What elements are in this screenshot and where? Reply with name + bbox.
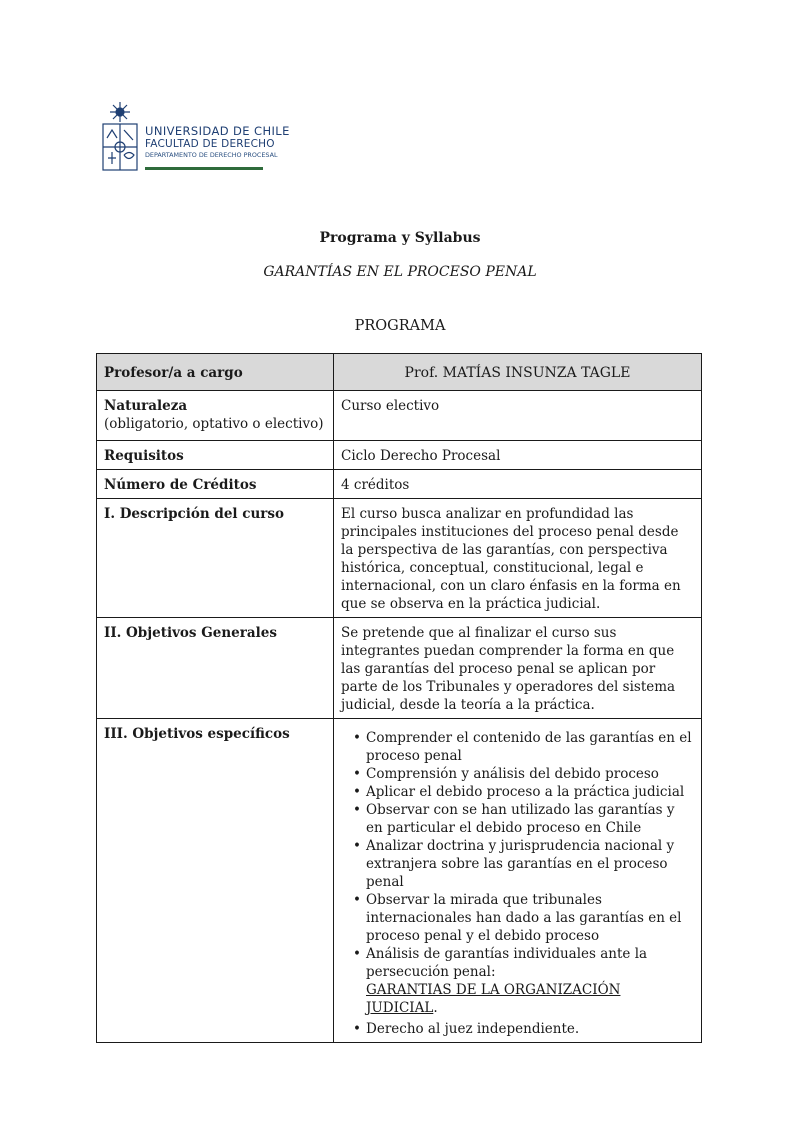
- naturaleza-sublabel: (obligatorio, optativo o electivo): [104, 416, 324, 432]
- row-label: Número de Créditos: [97, 470, 334, 499]
- naturaleza-label: Naturaleza: [104, 398, 188, 414]
- logo-university-name: UNIVERSIDAD DE CHILE: [145, 124, 290, 138]
- generales-value: Se pretende que al finalizar el curso sus integrantes puedan comprender la forma en que las garantías del proceso penal se aplican por parte de los Tribunales y operadores del sistema judicial, desde la teoría a la práctica.: [334, 618, 702, 719]
- row-label: Requisitos: [97, 441, 334, 470]
- table-row: [97, 618, 702, 719]
- program-table: [96, 353, 702, 1043]
- course-title: GARANTÍAS EN EL PROCESO PENAL: [263, 264, 537, 280]
- table-row: [97, 470, 702, 499]
- list-item: • Analizar doctrina y jurisprudencia nacional y extranjera sobre las garantías en el proceso penal: [353, 837, 694, 891]
- row-label: II. Objetivos Generales: [97, 618, 334, 719]
- list-item: • Observar la mirada que tribunales internacionales han dado a las garantías en el proceso penal y el debido proceso: [353, 891, 694, 945]
- professor-name: Prof. MATÍAS INSUNZA TAGLE: [334, 354, 702, 391]
- row-label: Profesor/a a cargo: [97, 354, 334, 391]
- table-row: [97, 719, 702, 1043]
- university-crest-icon: [100, 100, 140, 172]
- university-logo: [100, 100, 300, 175]
- list-item: • Observar con se han utilizado las garantías y en particular el debido proceso en Chile: [353, 801, 694, 837]
- especificos-value: [334, 719, 702, 1043]
- section-heading: PROGRAMA: [354, 318, 446, 334]
- row-label: I. Descripción del curso: [97, 499, 334, 618]
- document-title: Programa y Syllabus: [319, 230, 481, 246]
- table-row: [97, 441, 702, 470]
- row-label: III. Objetivos específicos: [97, 719, 334, 1043]
- table-row: [97, 354, 702, 391]
- objectives-list: [341, 729, 694, 1038]
- list-item: • Derecho al juez independiente.: [353, 1020, 694, 1038]
- list-item-text: Análisis de garantías individuales ante la persecución penal:: [366, 946, 648, 980]
- naturaleza-value: Curso electivo: [334, 391, 702, 441]
- logo-department-name: DEPARTAMENTO DE DERECHO PROCESAL: [145, 151, 278, 159]
- row-label: [97, 391, 334, 441]
- table-row: [97, 391, 702, 441]
- list-item: [353, 945, 694, 1017]
- list-item: • Comprender el contenido de las garantías en el proceso penal: [353, 729, 694, 765]
- underlined-suffix: .: [433, 1000, 438, 1016]
- list-item: • Aplicar el debido proceso a la práctica judicial: [353, 783, 694, 801]
- descripcion-value: El curso busca analizar en profundidad las principales instituciones del proceso penal desde la perspectiva de las garantías, con perspectiva histórica, conceptual, constitucional, legal e internacional, con un claro énfasis en la forma en que se observa en la práctica judicial.: [334, 499, 702, 618]
- table-row: [97, 499, 702, 618]
- list-item: • Comprensión y análisis del debido proceso: [353, 765, 694, 783]
- underlined-heading: GARANTIAS DE LA ORGANIZACIÓN JUDICIAL: [366, 982, 621, 1016]
- requisitos-value: Ciclo Derecho Procesal: [334, 441, 702, 470]
- logo-faculty-name: FACULTAD DE DERECHO: [145, 138, 275, 150]
- logo-divider: [145, 167, 263, 170]
- creditos-value: 4 créditos: [334, 470, 702, 499]
